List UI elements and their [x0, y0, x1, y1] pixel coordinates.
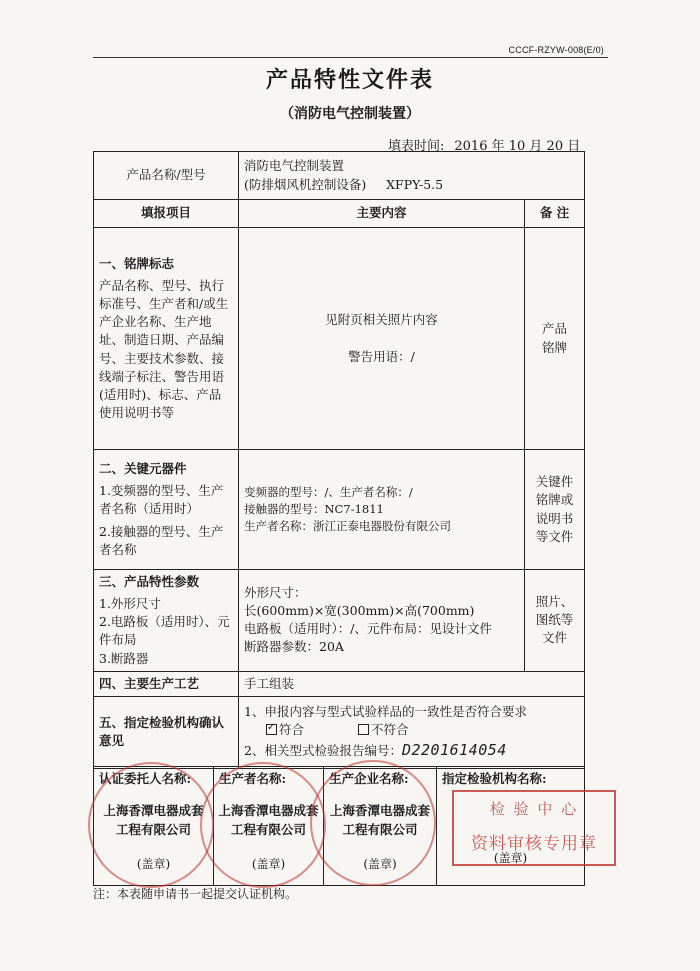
enterprise-seal-label: (盖章): [363, 856, 397, 871]
checkbox-conform[interactable]: [266, 724, 277, 735]
confirmation-content: [239, 696, 585, 768]
circuit-board-info: 电路板（适用时）：/、元件布局：见设计文件: [244, 621, 492, 637]
client-label: 认证委托人名称:: [99, 771, 192, 786]
header-row: [94, 200, 585, 228]
report-number-line: [244, 740, 579, 762]
dimensions-label: 外形尺寸：: [244, 585, 307, 601]
section-nameplate: [94, 228, 585, 450]
product-name: 消防电气控制装置: [244, 158, 345, 174]
nameplate-item: [94, 228, 239, 450]
product-model: (防排烟风机控制设备) XFPY-5.5: [244, 176, 444, 192]
page-subtitle: （消防电气控制装置）: [280, 106, 420, 122]
nameplate-warning: 警告用语：/: [348, 348, 415, 364]
process-title: 四、主要生产工艺: [94, 671, 239, 696]
consistency-options: [244, 721, 579, 739]
product-form-table: [93, 151, 585, 769]
product-label: 产品名称/型号: [94, 152, 239, 200]
confirmation-title: 五、指定检验机构确认意见: [94, 696, 239, 768]
footnote: 注：本表随申请书一起提交认证机构。: [93, 887, 298, 901]
section-confirmation: [94, 696, 585, 768]
producer-company: 上海香潭电器成套工程有限公司: [218, 803, 319, 838]
header-note: 备 注: [525, 200, 585, 228]
nameplate-title: 一、铭牌标志: [99, 255, 175, 271]
enterprise-company: 上海香潭电器成套工程有限公司: [329, 803, 430, 838]
agency-seal-label: (盖章): [493, 850, 528, 865]
enterprise-label: 生产企业名称:: [329, 771, 409, 786]
client-company: 上海香潭电器成套工程有限公司: [103, 803, 204, 838]
components-note: 关键件 铭牌或 说明书 等文件: [525, 450, 585, 570]
parameters-item-1: 1.外形尺寸: [99, 596, 161, 612]
client-seal-label: (盖章): [136, 856, 171, 871]
inspection-stamp-line2: 资料审核专用章: [471, 834, 597, 854]
components-item-1: 1.变频器的型号、生产者名称（适用时）: [99, 483, 224, 517]
contactor-maker: 生产者名称：浙江正泰电器股份有限公司: [244, 518, 451, 533]
nameplate-photo-ref: 见附页相关照片内容: [325, 312, 438, 328]
fill-date-value: 2016 年 10 月 20 日: [454, 139, 581, 154]
components-item: [94, 450, 239, 570]
inspection-stamp-line1: 检 验 中 心: [489, 800, 579, 818]
dimensions-value: 长(600mm)×宽(300mm)×高(700mm): [244, 603, 475, 619]
parameters-title: 三、产品特性参数: [99, 574, 200, 589]
producer-sign-cell: [214, 767, 324, 886]
components-item-2: 2.接触器的型号、生产者名称: [99, 523, 224, 557]
document-code: CCCF-RZYW-008(E/0): [508, 45, 604, 55]
breaker-params: 断路器参数：20A: [244, 639, 344, 655]
agency-label: 指定检验机构名称:: [442, 771, 547, 786]
producer-seal-label: (盖章): [251, 856, 286, 871]
enterprise-sign-cell: [324, 767, 437, 886]
nameplate-note: 产品 铭牌: [525, 228, 585, 450]
not-conform-label: 不符合: [370, 722, 409, 738]
nameplate-content: [239, 228, 525, 450]
product-value: [239, 152, 585, 200]
client-sign-cell: [94, 767, 214, 886]
section-components: [94, 450, 585, 570]
parameters-content: [239, 570, 525, 672]
checkbox-not-conform[interactable]: [358, 724, 369, 735]
page-title: 产品特性文件表: [265, 67, 434, 93]
producer-label: 生产者名称:: [219, 771, 287, 786]
parameters-item-3: 3.断路器: [99, 650, 149, 666]
parameters-item: [94, 570, 239, 672]
report-number-value: D2201614054: [401, 740, 507, 759]
product-row: [94, 152, 585, 200]
conform-label: 符合: [279, 722, 305, 738]
section-parameters: [94, 570, 585, 672]
signature-table: [93, 766, 585, 886]
nameplate-desc: 产品名称、型号、执行标准号、生产者和/或生产企业名称、生产地址、制造日期、产品编号、主要技术参数、接线端子标注、警告用语(适用时)、标志、产品使用说明书等: [99, 278, 229, 420]
parameters-item-2: 2.电路板（适用时）、元件布局: [99, 614, 230, 648]
components-content: [239, 450, 525, 570]
header-item: 填报项目: [94, 200, 239, 228]
components-title: 二、关键元器件: [99, 461, 187, 477]
header-content: 主要内容: [239, 200, 525, 228]
consistency-question: 1、申报内容与型式试验样品的一致性是否符合要求: [244, 704, 527, 720]
signature-row: [94, 767, 585, 886]
section-process: [94, 671, 585, 696]
contactor-model: 接触器的型号：NC7-1811: [244, 502, 384, 517]
process-content: 手工组装: [239, 671, 585, 696]
fill-date-label: 填表时间:: [388, 139, 445, 154]
parameters-note: 照片、 图纸等 文件: [525, 570, 585, 672]
inverter-info: 变频器的型号：/、生产者名称：/: [244, 485, 413, 500]
top-divider: [93, 57, 608, 58]
agency-sign-cell: [437, 767, 585, 886]
report-number-label: 2、相关型式检验报告编号：: [244, 742, 402, 758]
